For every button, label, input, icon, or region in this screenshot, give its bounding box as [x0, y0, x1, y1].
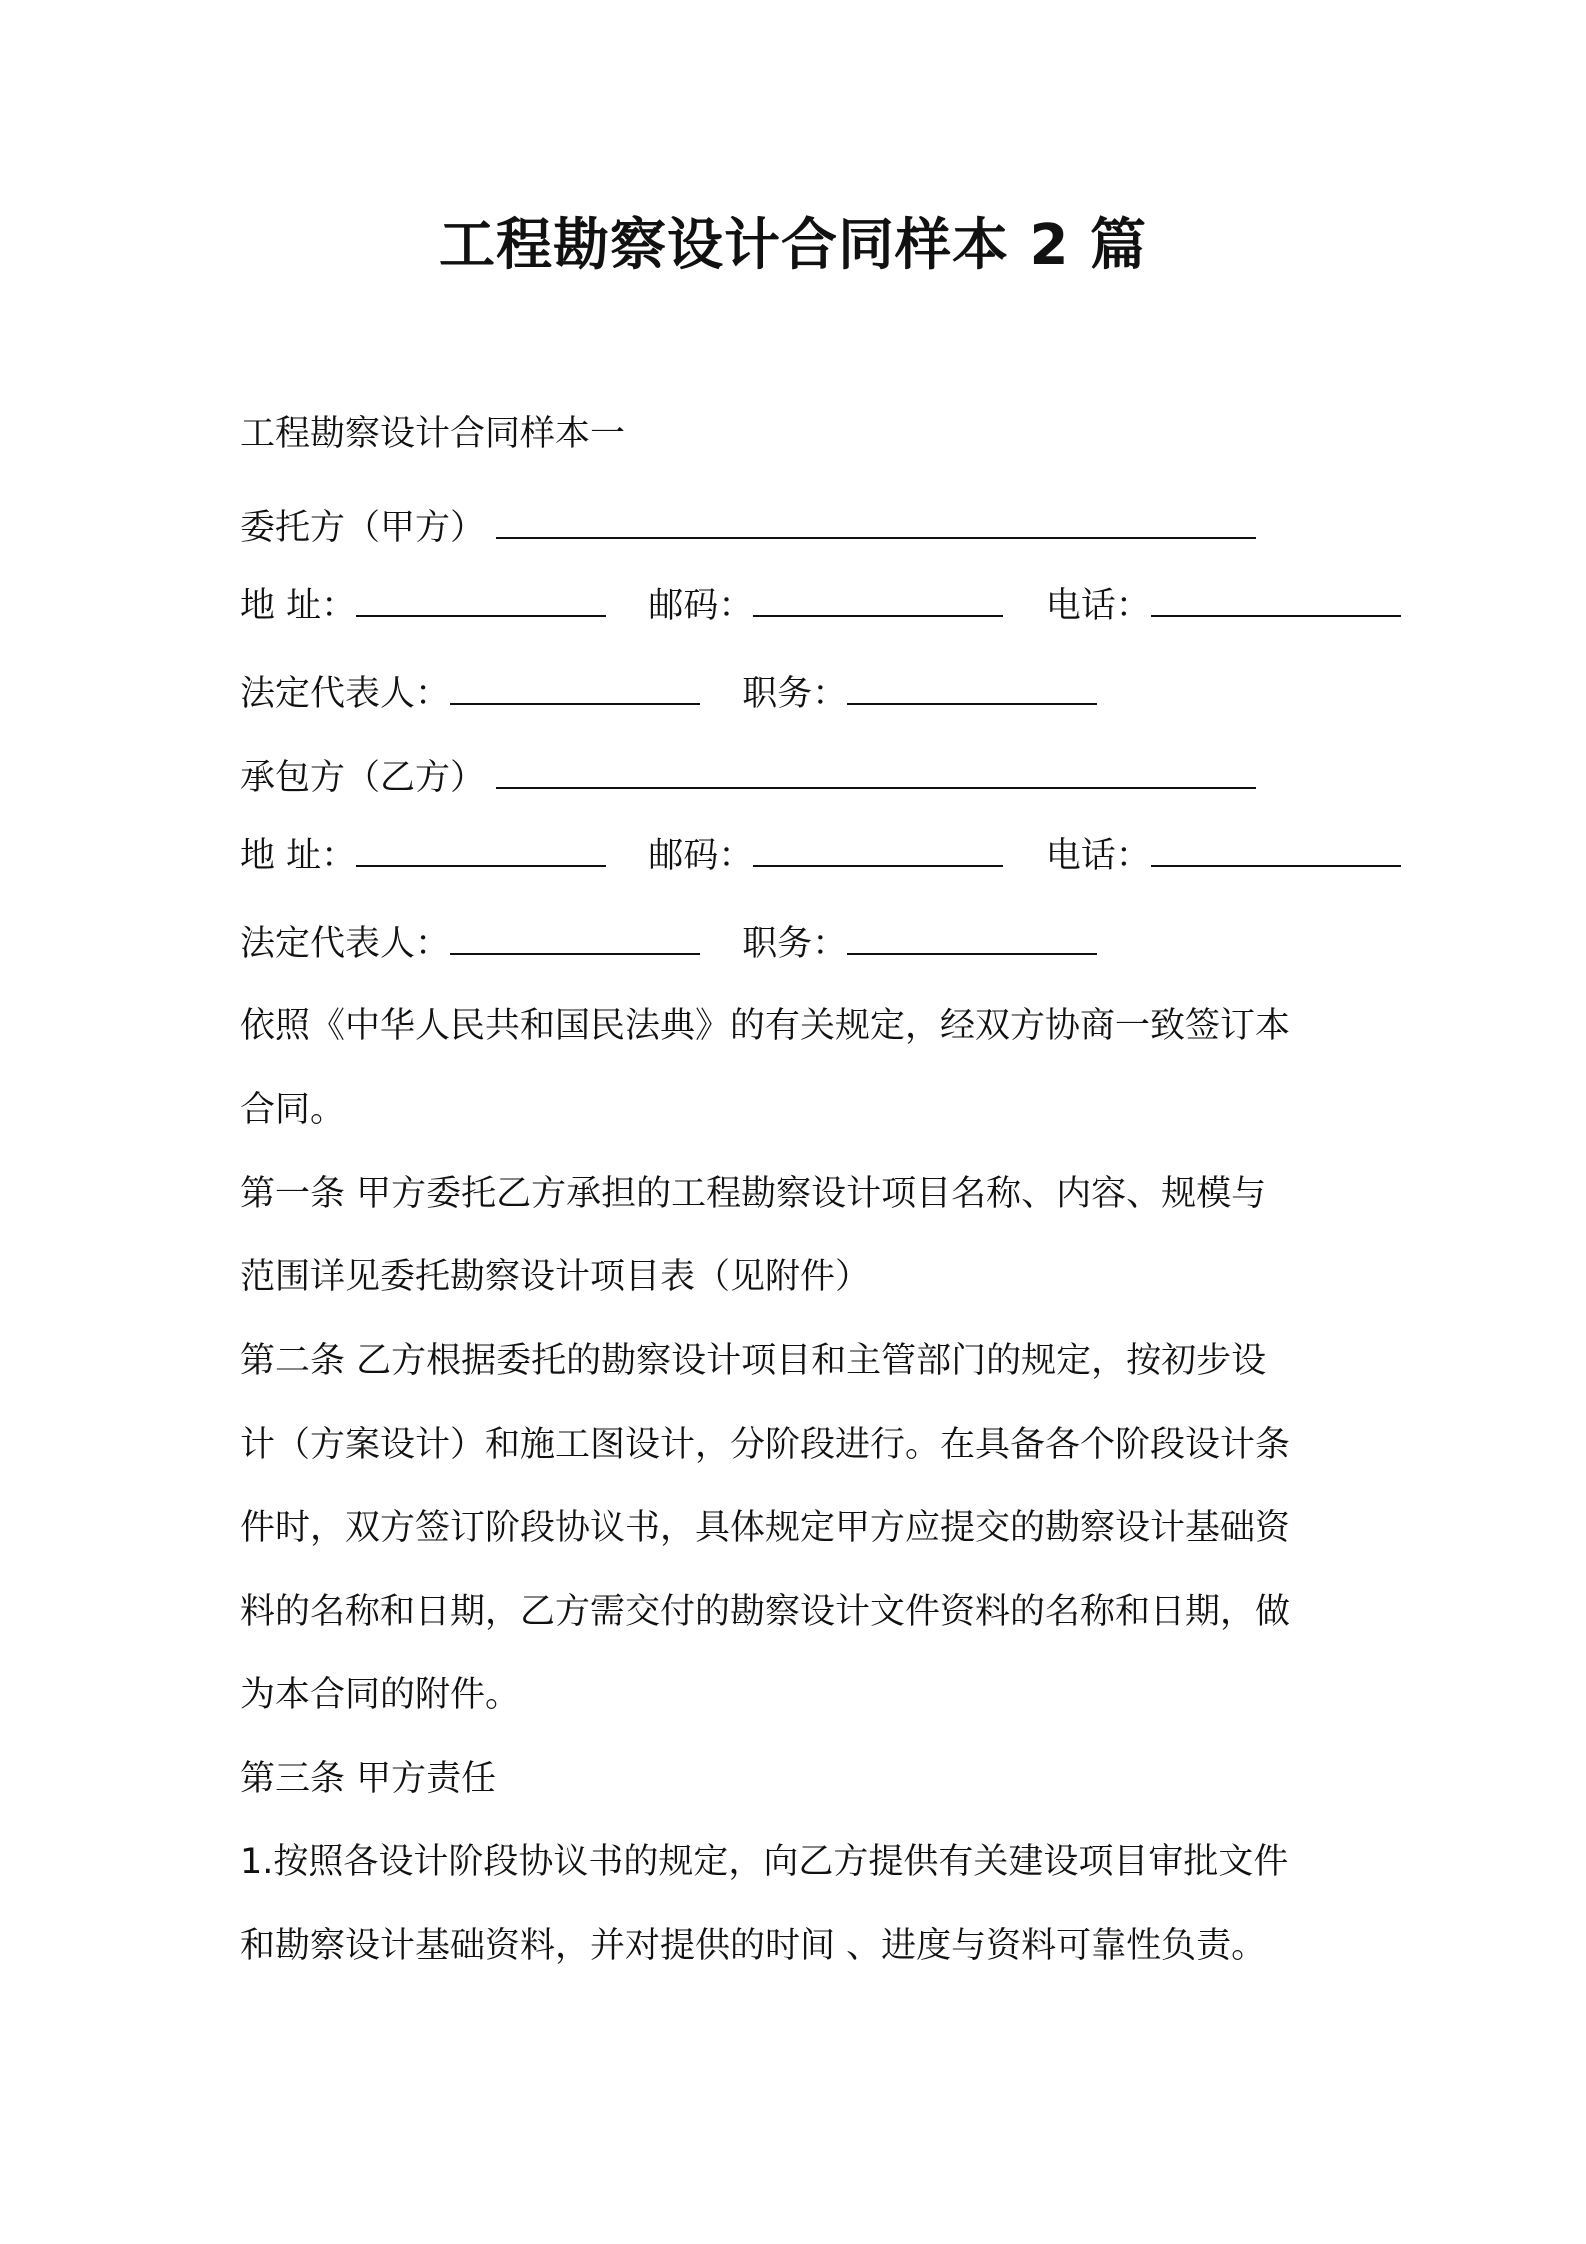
- party-b-label: 承包方（乙方）: [240, 758, 486, 798]
- body-line: 依照《中华人民共和国民法典》的有关规定，经双方协商一致签订本: [240, 1006, 1291, 1046]
- party-a-name-blank: [496, 507, 1256, 539]
- party-b-name-blank: [496, 757, 1256, 789]
- party-b-postcode-label: 邮码：: [648, 836, 754, 876]
- article-3-heading: 第三条 甲方责任: [240, 1759, 497, 1799]
- party-a-contact-line: [240, 584, 1401, 628]
- party-a-postcode-label: 邮码：: [648, 586, 754, 626]
- article-3-item-line: 1.按照各设计阶段协议书的规定，向乙方提供有关建设项目审批文件: [240, 1842, 1289, 1882]
- party-a-line: [240, 506, 1256, 550]
- party-b-position-label: 职务：: [742, 924, 848, 964]
- party-a-address-blank: [356, 585, 606, 617]
- party-b-address-label: 地 址：: [240, 836, 357, 876]
- party-a-position-blank: [847, 673, 1097, 705]
- party-b-phone-blank: [1151, 835, 1401, 867]
- party-a-address-label: 地 址：: [240, 586, 357, 626]
- article-1-line: 第一条 甲方委托乙方承担的工程勘察设计项目名称、内容、规模与: [240, 1174, 1267, 1214]
- party-b-position-blank: [847, 923, 1097, 955]
- party-b-rep-blank: [450, 923, 700, 955]
- document-title: 工程勘察设计合同样本 2 篇: [439, 213, 1147, 278]
- party-a-rep-blank: [450, 673, 700, 705]
- article-1-line: 范围详见委托勘察设计项目表（见附件）: [240, 1257, 871, 1297]
- body-line: 合同。: [240, 1090, 346, 1130]
- party-b-postcode-blank: [753, 835, 1003, 867]
- party-a-phone-label: 电话：: [1045, 586, 1151, 626]
- article-2-line: 为本合同的附件。: [240, 1675, 521, 1715]
- article-3-item-line: 和勘察设计基础资料，并对提供的时间 、进度与资料可靠性负责。: [240, 1926, 1267, 1966]
- party-b-address-blank: [356, 835, 606, 867]
- party-b-line: [240, 756, 1256, 800]
- party-b-phone-label: 电话：: [1045, 836, 1151, 876]
- party-a-position-label: 职务：: [742, 674, 848, 714]
- party-a-rep-line: [240, 672, 1097, 716]
- party-a-phone-blank: [1151, 585, 1401, 617]
- article-2-line: 第二条 乙方根据委托的勘察设计项目和主管部门的规定，按初步设: [240, 1341, 1267, 1381]
- party-b-contact-line: [240, 834, 1401, 878]
- party-a-label: 委托方（甲方）: [240, 508, 486, 548]
- article-2-line: 计（方案设计）和施工图设计，分阶段进行。在具备各个阶段设计条: [240, 1425, 1291, 1465]
- party-a-postcode-blank: [753, 585, 1003, 617]
- party-b-rep-line: [240, 922, 1097, 966]
- section-heading: 工程勘察设计合同样本一: [240, 414, 626, 454]
- party-a-rep-label: 法定代表人：: [240, 674, 451, 714]
- party-b-rep-label: 法定代表人：: [240, 924, 451, 964]
- article-2-line: 件时，双方签订阶段协议书，具体规定甲方应提交的勘察设计基础资: [240, 1508, 1291, 1548]
- article-2-line: 料的名称和日期，乙方需交付的勘察设计文件资料的名称和日期，做: [240, 1592, 1291, 1632]
